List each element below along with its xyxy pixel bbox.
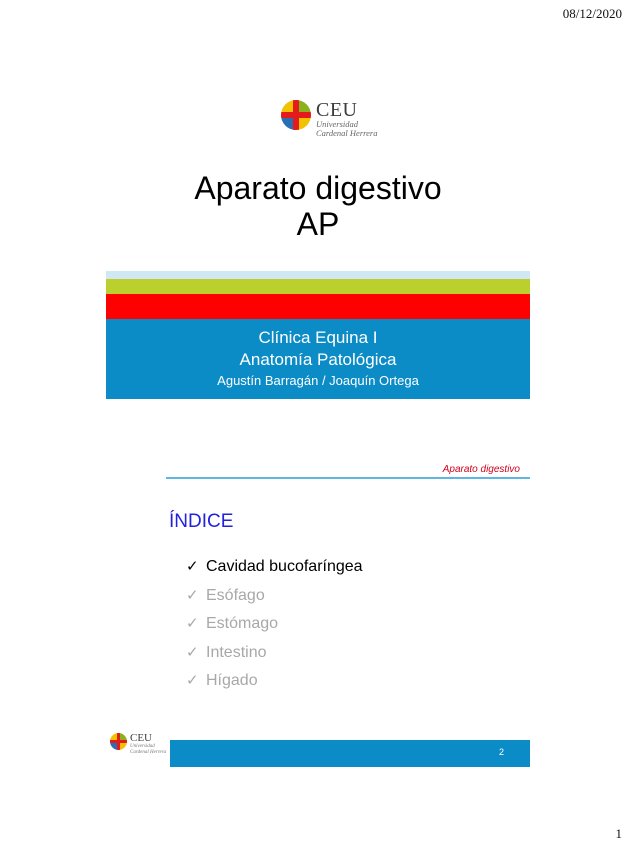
list-item [186,639,363,668]
logo-sub-line1: Universidad [316,119,359,129]
ceu-logo-small [110,733,166,755]
check-icon: ✓ [186,672,199,689]
list-item [186,667,363,696]
authors: Agustín Barragán / Joaquín Ortega [217,373,419,388]
ceu-logo [281,100,377,138]
logo-sub-line2: Cardenal Herrera [316,128,378,138]
title-line-2: AP [296,206,340,242]
check-icon: ✓ [186,558,199,575]
list-item [186,610,363,639]
title-line-1: Aparato digestivo [194,170,442,206]
index-heading: ÍNDICE [169,511,234,532]
index-slide [106,455,530,770]
list-item-label: Hígado [206,672,258,689]
title-slide [106,90,530,399]
subject-name: Anatomía Patológica [239,350,397,369]
logo-name: CEU [130,732,152,744]
list-item-label: Estómago [206,615,279,632]
ceu-emblem-icon [110,733,127,750]
page-number: 1 [615,826,622,841]
stripe-red [106,294,530,319]
index-list [186,553,363,696]
slide-title [106,170,530,242]
slide-footer-bar [170,740,530,767]
ceu-emblem-icon [281,100,311,130]
stripe-light-blue [106,271,530,279]
list-item-label: Esófago [206,586,265,604]
logo-sub-line2: Cardenal Herrera [130,749,167,755]
page-date: 08/12/2020 [562,6,622,21]
check-icon: ✓ [186,586,199,604]
course-info-band [106,319,530,399]
list-item-label: Cavidad bucofaríngea [206,558,363,575]
stripe-green [106,279,530,294]
check-icon: ✓ [186,615,199,632]
list-item [186,553,363,582]
slide-header: Aparato digestivo [442,464,520,475]
check-icon: ✓ [186,643,199,661]
logo-sub-line1: Universidad [130,744,155,749]
course-name: Clínica Equina I [258,328,378,347]
list-item [186,582,363,611]
header-divider [166,477,530,479]
slide-number: 2 [498,747,504,757]
list-item-label: Intestino [206,643,267,661]
logo-name: CEU [316,99,358,121]
